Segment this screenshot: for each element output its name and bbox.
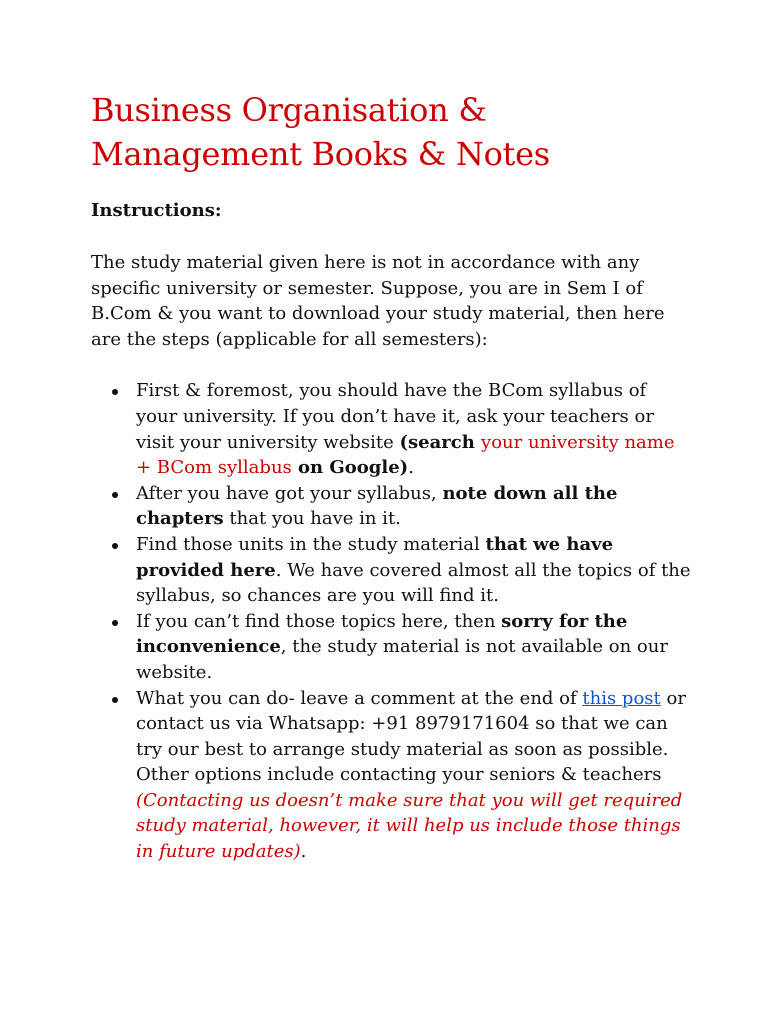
page-title-line-2: Management Books & Notes [91,135,550,173]
step-4-text: If you can’t find those topics here, then [136,610,502,632]
page-title [91,88,691,176]
step-5-disclaimer: (Contacting us doesn’t make sure that you will get required study material, however, it will help us include those things in future updates) [136,789,683,863]
steps-list [91,378,691,864]
step-1-search-phrase: your university name + BCom syllabus [136,431,675,479]
step-1-bold-open: (search [399,431,482,453]
step-2-text: After you have got your syllabus, [136,482,443,504]
step-1-bold-close: on Google) [291,457,409,479]
list-item [136,532,691,609]
bullet-icon [112,389,118,395]
step-1-end: . [408,457,414,479]
list-item [136,609,691,686]
step-3-text: Find those units in the study material [136,533,486,555]
step-2-bold: note down all the chapters [136,482,618,530]
step-5-end: . [300,841,307,863]
step-5-text: What you can do- leave a comment at the end of [136,687,583,709]
list-item [136,686,691,865]
step-4-bold: sorry for the inconvenience [136,610,628,658]
step-1-text: First & foremost, you should have the BCom syllabus of your university. If you don’t have it, ask your teachers or visit your university website [136,380,654,453]
bullet-icon [112,543,118,549]
step-5-middle: or contact us via Whatsapp: +91 8979171604 so that we can try our best to arrange study material as soon as possible. Other options include contacting your seniors & teachers [136,687,686,786]
bullet-icon [112,620,118,626]
document-page [91,88,691,865]
step-2-end: that you have in it. [223,508,401,530]
step-3-end: . We have covered almost all the topics of the syllabus, so chances are you will find it. [136,559,691,607]
this-post-link[interactable]: this post [582,687,661,709]
list-item [136,378,691,480]
step-3-bold: that we have provided here [136,533,614,581]
bullet-icon [112,492,118,498]
list-item [136,481,691,532]
intro-paragraph: The study material given here is not in accordance with any specific university or semester. Suppose, you are in Sem I of B.Com & you want to download your study material, then here are the steps (applicable for all semesters): [91,252,665,350]
instructions-heading: Instructions: [91,200,222,221]
page-title-line-1: Business Organisation & [91,91,487,129]
step-4-end: , the study material is not available on our website. [136,636,668,683]
bullet-icon [112,697,118,703]
